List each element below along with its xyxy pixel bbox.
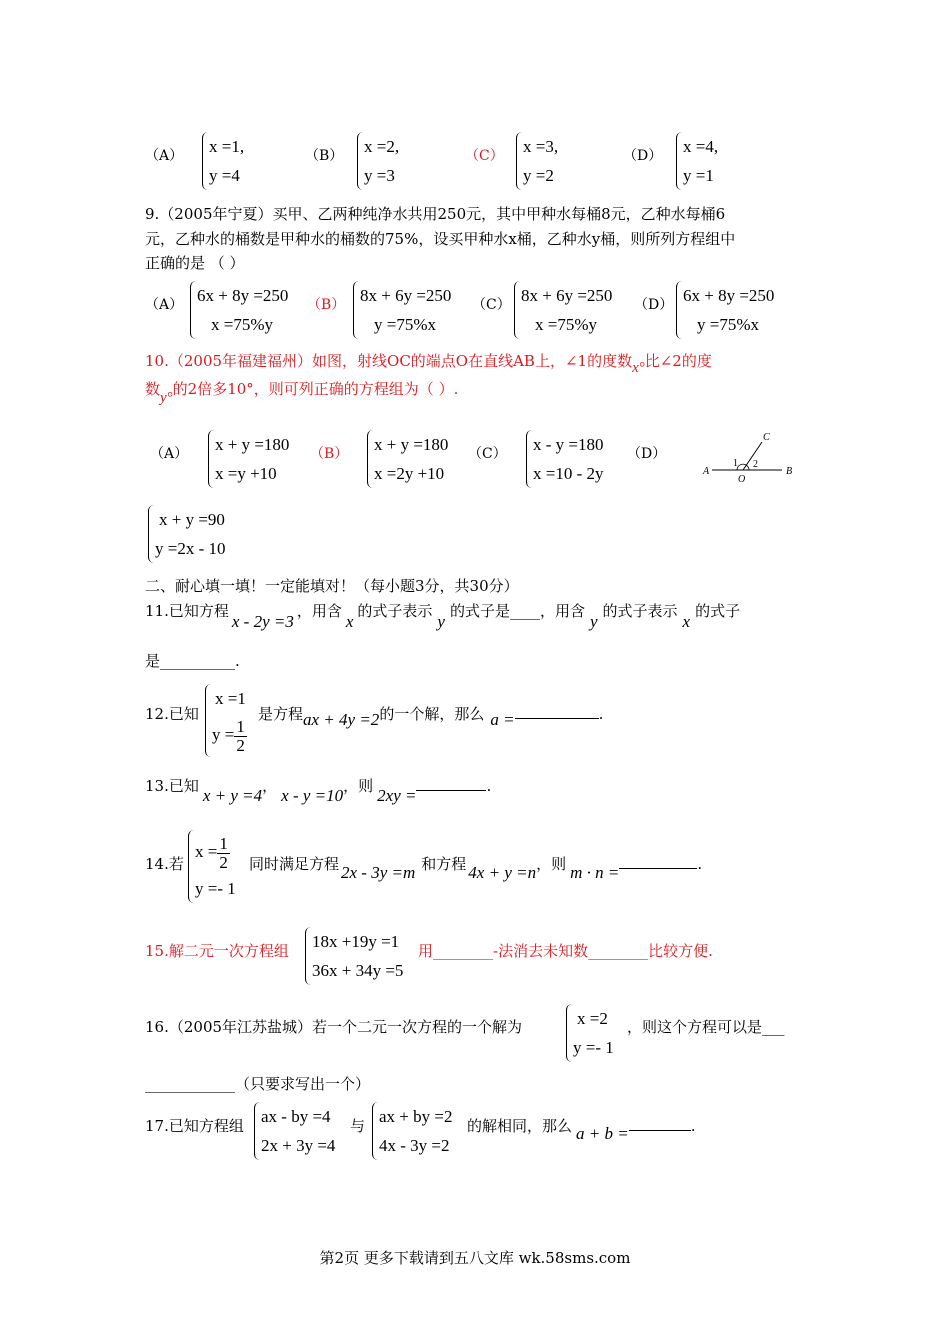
q17-system-1 xyxy=(254,1102,335,1160)
q9-option-a-system xyxy=(190,281,288,339)
q14-text: 和方程 xyxy=(421,855,467,873)
equation: y =2 xyxy=(523,166,554,185)
q17-answer: a + b = xyxy=(576,1124,629,1143)
q10-option-d-label: （D） xyxy=(627,446,667,462)
q10-text: 数 xyxy=(145,380,161,398)
q9-line-1: 9.（2005年宁夏）买甲、乙两种纯净水共用250元，其中甲种水每桶8元，乙种水每桶6 xyxy=(145,205,726,223)
q13-equation-2: x - y =10 xyxy=(281,786,344,805)
equation: x =2, xyxy=(364,137,400,156)
q9-option-b-label: （B） xyxy=(307,297,346,313)
q11-text: ，用含 xyxy=(296,602,342,620)
denominator: 2 xyxy=(219,852,228,872)
point-o-label: O xyxy=(738,474,746,485)
equation: 6x + 8y =250 xyxy=(197,286,289,305)
equation: 8x + 6y =250 xyxy=(360,286,452,305)
equation: x + y =180 xyxy=(374,435,449,454)
q10-text: 比∠2的度 xyxy=(644,352,712,370)
equation: x + y =180 xyxy=(215,435,290,454)
q12-text: 的一个解，那么 xyxy=(379,705,485,723)
point-a-label: A xyxy=(703,466,710,477)
equation: x =75%y xyxy=(211,315,273,334)
q10-text: 10.（2005年福建福州）如图，射线OC的端点O在直线AB上，∠1的度数 xyxy=(145,352,633,370)
q16-line-1: 16.（2005年江苏盐城）若一个二元一次方程的一个解为 xyxy=(145,1018,523,1036)
q13-text: ，则 xyxy=(343,777,374,795)
q12-rest xyxy=(258,703,604,729)
q10-option-c-system xyxy=(526,430,604,488)
equation: ax - by =4 xyxy=(261,1107,331,1126)
q10-var-x: x° xyxy=(632,360,645,376)
q11-equation: x - 2y =3 xyxy=(231,612,294,631)
equation: y =4 xyxy=(209,166,240,185)
equation: y =2x - 10 xyxy=(155,539,226,558)
q14-text: 同时满足方程 xyxy=(249,855,340,873)
equation: x =3, xyxy=(523,137,559,156)
q10-line-1 xyxy=(145,350,712,376)
angle-2-arc xyxy=(746,465,749,470)
q12-system xyxy=(205,684,247,757)
q10-angle-figure xyxy=(700,430,800,485)
q14-answer: m · n = xyxy=(570,863,620,882)
angle-2-label: 2 xyxy=(753,459,758,470)
q15-suffix: 用________-法消去未知数________比较方便. xyxy=(418,942,713,960)
q8-option-a-label: （A） xyxy=(145,148,184,164)
q11-text: 的式子表示 xyxy=(357,602,433,620)
equation: y =3 xyxy=(364,166,395,185)
q14-rest xyxy=(249,853,703,882)
q12-text: 是方程 xyxy=(258,705,304,723)
q9-option-d-label: （D） xyxy=(634,297,674,313)
numerator: 1 xyxy=(236,716,245,736)
q11-var: x xyxy=(682,612,691,631)
q13-answer: 2xy = xyxy=(377,786,417,805)
angle-1-label: 1 xyxy=(733,458,738,469)
q11-text: 11.已知方程 xyxy=(145,602,229,620)
equation: 6x + 8y =250 xyxy=(683,286,775,305)
fraction xyxy=(234,718,247,755)
q9-option-b-system xyxy=(353,281,451,339)
q10-option-d-system xyxy=(148,505,226,563)
q9-line-2: 元，乙种水的桶数是甲种水的桶数的75%，设买甲种水x桶，乙种水y桶，则所列方程组中 xyxy=(145,230,736,248)
fraction xyxy=(217,835,230,872)
q14-text: ，则 xyxy=(536,855,567,873)
q10-option-b-label: （B） xyxy=(310,446,349,462)
equation: x =4, xyxy=(683,137,719,156)
equation: y =75%x xyxy=(374,315,436,334)
q10-option-a-label: （A） xyxy=(150,446,189,462)
q8-option-b-label: （B） xyxy=(305,148,344,164)
q10-line-2 xyxy=(145,378,459,406)
q8-option-b-system xyxy=(357,132,399,190)
q11-text: 的式子是____，用含 xyxy=(449,602,585,620)
q13-line xyxy=(145,775,492,805)
equation: 18x +19y =1 xyxy=(312,932,400,951)
q13-end: . xyxy=(486,777,492,795)
q17-prefix: 17.已知方程组 xyxy=(145,1117,244,1135)
equation: y =- 1 xyxy=(573,1038,614,1057)
q12-end: . xyxy=(598,705,604,723)
equation-lhs: x = xyxy=(195,842,218,861)
q17-and: 与 xyxy=(350,1117,366,1135)
q10-var-y: y° xyxy=(160,390,173,406)
equation: x =2 xyxy=(577,1009,608,1028)
q14-label: 14.若 xyxy=(145,855,184,873)
equation: y =1 xyxy=(683,166,714,185)
q17-rest xyxy=(467,1115,696,1143)
equation: y =75%x xyxy=(697,315,759,334)
q14-end: . xyxy=(697,855,703,873)
equation: x =y +10 xyxy=(215,464,277,483)
q16-system xyxy=(566,1004,614,1062)
q11-text: 的式子 xyxy=(695,602,741,620)
equation: x =1, xyxy=(209,137,245,156)
q17-system-2 xyxy=(372,1102,452,1160)
q17-end: . xyxy=(690,1117,696,1135)
numerator: 1 xyxy=(219,833,228,853)
answer-blank[interactable] xyxy=(416,775,486,791)
q11-var: y xyxy=(437,612,445,631)
q17-text: 的解相同，那么 xyxy=(467,1117,573,1135)
q11-line-1 xyxy=(145,600,741,631)
q8-option-a-system xyxy=(202,132,244,190)
q12-answer: a = xyxy=(490,710,515,729)
answer-blank[interactable] xyxy=(619,853,697,869)
answer-blank[interactable] xyxy=(515,703,599,719)
q11-text: 的式子表示 xyxy=(602,602,678,620)
equation: y =- 1 xyxy=(195,879,236,898)
q8-option-c-label: （C） xyxy=(465,148,504,164)
equation: 2x + 3y =4 xyxy=(261,1136,336,1155)
q8-option-d-label: （D） xyxy=(623,148,663,164)
q13-text: ， xyxy=(262,777,278,795)
q11-var: y xyxy=(589,612,598,631)
q11-line-2: 是__________. xyxy=(145,652,240,670)
point-b-label: B xyxy=(786,466,793,477)
point-c-label: C xyxy=(763,432,770,443)
answer-blank[interactable] xyxy=(629,1115,691,1131)
q12-label: 12.已知 xyxy=(145,705,199,723)
q11-var: x xyxy=(345,612,354,631)
q9-option-c-label: （C） xyxy=(472,297,511,313)
q9-line-3: 正确的是 （ ） xyxy=(145,254,245,272)
q14-equation-2: 4x + y =n xyxy=(468,863,537,882)
q15-prefix: 15.解二元一次方程组 xyxy=(145,942,289,960)
q10-option-b-system xyxy=(367,430,448,488)
q10-option-a-system xyxy=(208,430,289,488)
q14-equation-1: 2x - 3y =m xyxy=(341,863,416,882)
q10-option-c-label: （C） xyxy=(468,446,507,462)
q15-system xyxy=(305,927,403,985)
equation: ax + by =2 xyxy=(379,1107,453,1126)
equation xyxy=(195,830,236,874)
section-2-heading: 二、耐心填一填！一定能填对！（每小题3分，共30分） xyxy=(145,577,519,595)
equation: x =2y +10 xyxy=(374,464,445,483)
q16-line-2: ____________（只要求写出一个） xyxy=(145,1075,371,1093)
q10-text: 的2倍多10°，则可列正确的方程组为（ ）. xyxy=(172,380,459,398)
q12-equation: ax + 4y =2 xyxy=(303,710,380,729)
q14-system xyxy=(188,830,236,903)
denominator: 2 xyxy=(236,735,245,755)
q13-text: 13.已知 xyxy=(145,777,199,795)
q9-option-d-system xyxy=(676,281,774,339)
page-footer: 第2页 更多下载请到五八文库 wk.58sms.com xyxy=(319,1249,631,1267)
equation: 36x + 34y =5 xyxy=(312,961,404,980)
q16-line-1-end: ，则这个方程可以是___ xyxy=(627,1018,785,1036)
q8-option-c-system xyxy=(516,132,558,190)
equation: x - y =180 xyxy=(533,435,604,454)
equation: 4x - 3y =2 xyxy=(379,1136,450,1155)
equation: x =10 - 2y xyxy=(533,464,604,483)
equation: x =75%y xyxy=(535,315,597,334)
equation: x =1 xyxy=(215,689,246,708)
equation-lhs: y = xyxy=(212,725,235,744)
q9-option-c-system xyxy=(514,281,612,339)
q8-option-d-system xyxy=(676,132,718,190)
equation: x + y =90 xyxy=(159,510,225,529)
q13-equation-1: x + y =4 xyxy=(202,786,263,805)
q9-option-a-label: （A） xyxy=(145,297,184,313)
equation xyxy=(212,713,247,757)
equation: 8x + 6y =250 xyxy=(521,286,613,305)
